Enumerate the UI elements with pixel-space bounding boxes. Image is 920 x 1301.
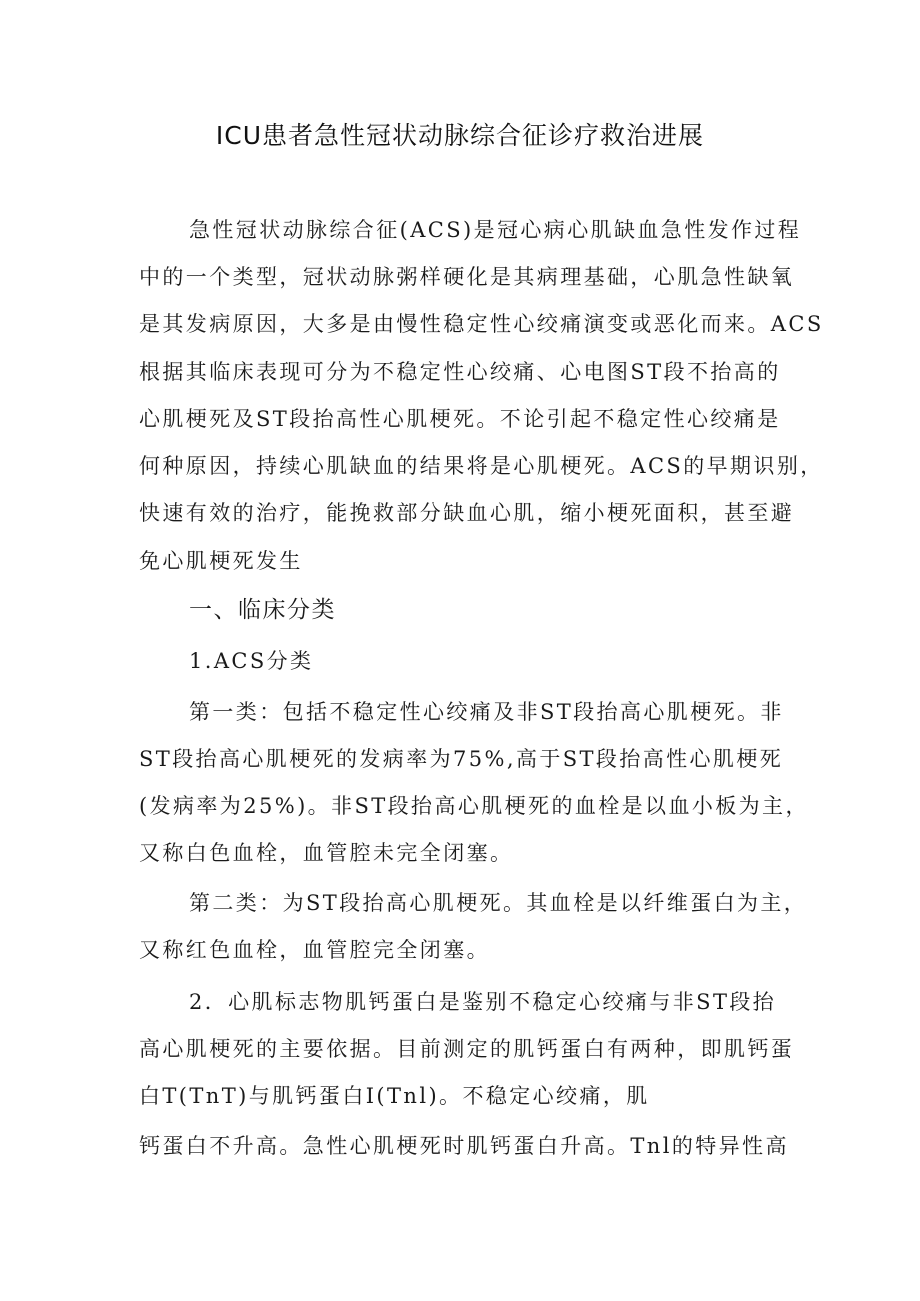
type1-line-3: (发病率为25%)。非ST段抬高心肌梗死的血栓是以血小板为主， bbox=[139, 794, 809, 818]
intro-line-7: 快速有效的治疗，能挽救部分缺血心肌，缩小梗死面积，甚至避 bbox=[139, 501, 795, 525]
type1-line-2: ST段抬高心肌梗死的发病率为75%,高于ST段抬高性心肌梗死 bbox=[139, 747, 784, 771]
intro-line-8: 免心肌梗死发生 bbox=[139, 549, 303, 573]
marker-line-4: 钙蛋白不升高。急性心肌梗死时肌钙蛋白升高。Tnl的特异性高 bbox=[139, 1134, 789, 1158]
type2-line-1: 第二类：为ST段抬高心肌梗死。其血栓是以纤维蛋白为主， bbox=[189, 891, 808, 915]
type2-line-2: 又称红色血栓，血管腔完全闭塞。 bbox=[139, 938, 490, 962]
sub-heading: 1.ACS分类 bbox=[189, 649, 314, 673]
intro-line-1: 急性冠状动脉综合征(ACS)是冠心病心肌缺血急性发作过程 bbox=[189, 218, 802, 242]
intro-line-4: 根据其临床表现可分为不稳定性心绞痛、心电图ST段不抬高的 bbox=[139, 360, 781, 384]
type1-line-1: 第一类：包括不稳定性心绞痛及非ST段抬高心肌梗死。非 bbox=[189, 700, 784, 724]
marker-line-3: 白T(TnT)与肌钙蛋白I(Tnl)。不稳定心绞痛，肌 bbox=[139, 1084, 650, 1108]
marker-line-2: 高心肌梗死的主要依据。目前测定的肌钙蛋白有两种，即肌钙蛋 bbox=[139, 1037, 795, 1061]
section-heading: 一、临床分类 bbox=[189, 597, 336, 623]
intro-line-6: 何种原因，持续心肌缺血的结果将是心肌梗死。ACS的早期识别， bbox=[139, 454, 824, 478]
intro-line-5: 心肌梗死及ST段抬高性心肌梗死。不论引起不稳定性心绞痛是 bbox=[139, 407, 781, 431]
type1-line-4: 又称白色血栓，血管腔未完全闭塞。 bbox=[139, 841, 514, 865]
document-title: ICU患者急性冠状动脉综合征诊疗救治进展 bbox=[215, 121, 705, 150]
marker-line-1: 2．心肌标志物肌钙蛋白是鉴别不稳定心绞痛与非ST段抬 bbox=[189, 990, 777, 1014]
intro-line-2: 中的一个类型，冠状动脉粥样硬化是其病理基础，心肌急性缺氧 bbox=[139, 265, 795, 289]
intro-line-3: 是其发病原因，大多是由慢性稳定性心绞痛演变或恶化而来。ACS bbox=[139, 312, 824, 336]
